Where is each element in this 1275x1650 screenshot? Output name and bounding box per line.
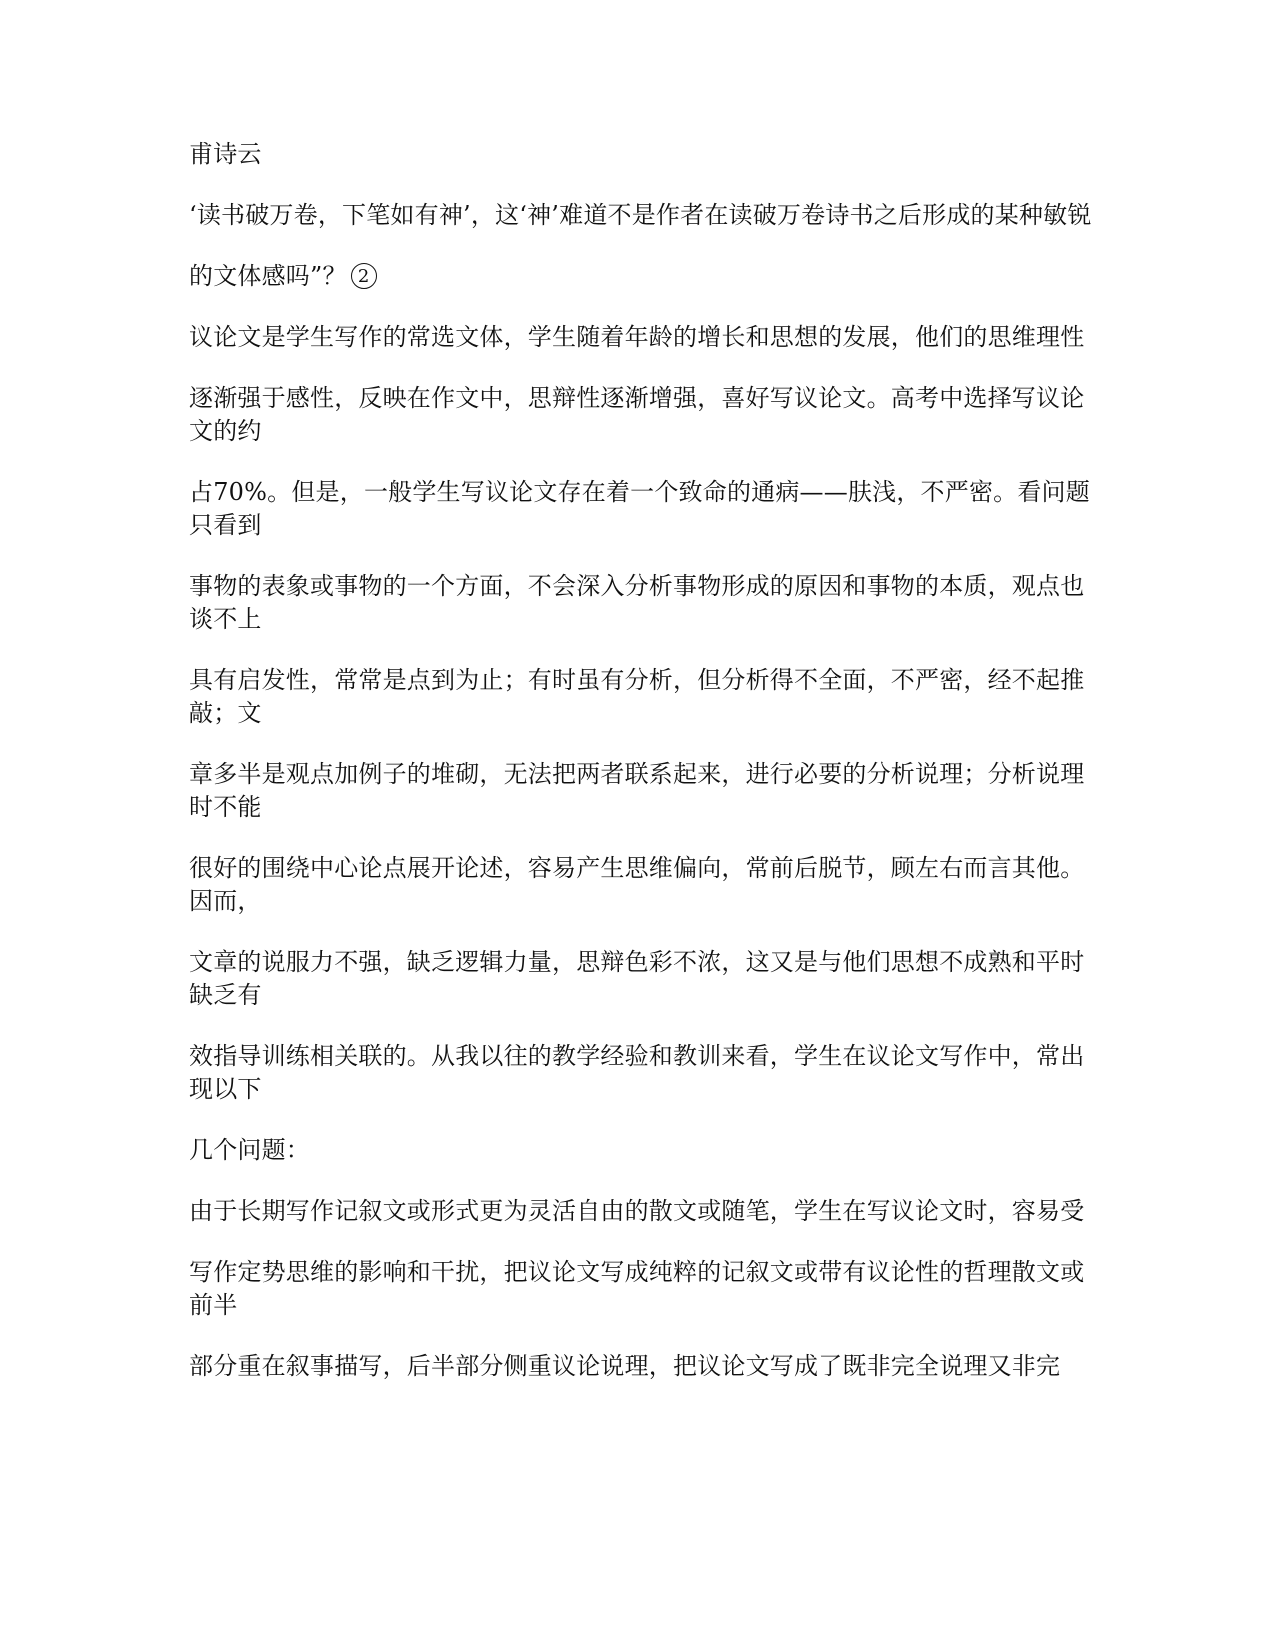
text-line-content: 的文体感吗”？ (189, 262, 347, 290)
text-line: 甫诗云 (189, 140, 262, 168)
text-line: 议论文是学生写作的常选文体，学生随着年龄的增长和思想的发展，他们的思维理性 (189, 323, 1085, 351)
footnote-marker: 2 (351, 263, 377, 289)
text-line: 由于长期写作记叙文或形式更为灵活自由的散文或随笔，学生在写议论文时，容易受 (189, 1197, 1085, 1225)
text-line: 逐渐强于感性，反映在作文中，思辩性逐渐增强，喜好写议论文。高考中选择写议论文的约 (189, 384, 1085, 445)
text-line: 占70%。但是，一般学生写议论文存在着一个致命的通病——肤浅，不严密。看问题只看到 (189, 478, 1090, 539)
text-line: 很好的围绕中心论点展开论述，容易产生思维偏向，常前后脱节，顾左右而言其他。因而， (189, 854, 1085, 915)
text-line: 具有启发性，常常是点到为止；有时虽有分析，但分析得不全面，不严密，经不起推敲；文 (189, 666, 1085, 727)
text-line: 章多半是观点加例子的堆砌，无法把两者联系起来，进行必要的分析说理；分析说理时不能 (189, 760, 1085, 821)
text-line: 事物的表象或事物的一个方面，不会深入分析事物形成的原因和事物的本质，观点也谈不上 (189, 572, 1085, 633)
text-line: 几个问题： (189, 1136, 310, 1164)
text-line (189, 260, 1094, 293)
text-line: 文章的说服力不强，缺乏逻辑力量，思辩色彩不浓，这又是与他们思想不成熟和平时缺乏有 (189, 948, 1085, 1009)
text-line: 写作定势思维的影响和干扰，把议论文写成纯粹的记叙文或带有议论性的哲理散文或前半 (189, 1258, 1085, 1319)
text-line: 效指导训练相关联的。从我以往的教学经验和教训来看，学生在议论文写作中，常出现以下 (189, 1042, 1085, 1103)
text-line: 部分重在叙事描写，后半部分侧重议论说理，把议论文写成了既非完全说理又非完 (189, 1352, 1061, 1380)
text-line: ‘读书破万卷，下笔如有神’，这‘神’难道不是作者在读破万卷诗书之后形成的某种敏锐 (189, 201, 1092, 229)
document-body (189, 138, 1094, 1411)
